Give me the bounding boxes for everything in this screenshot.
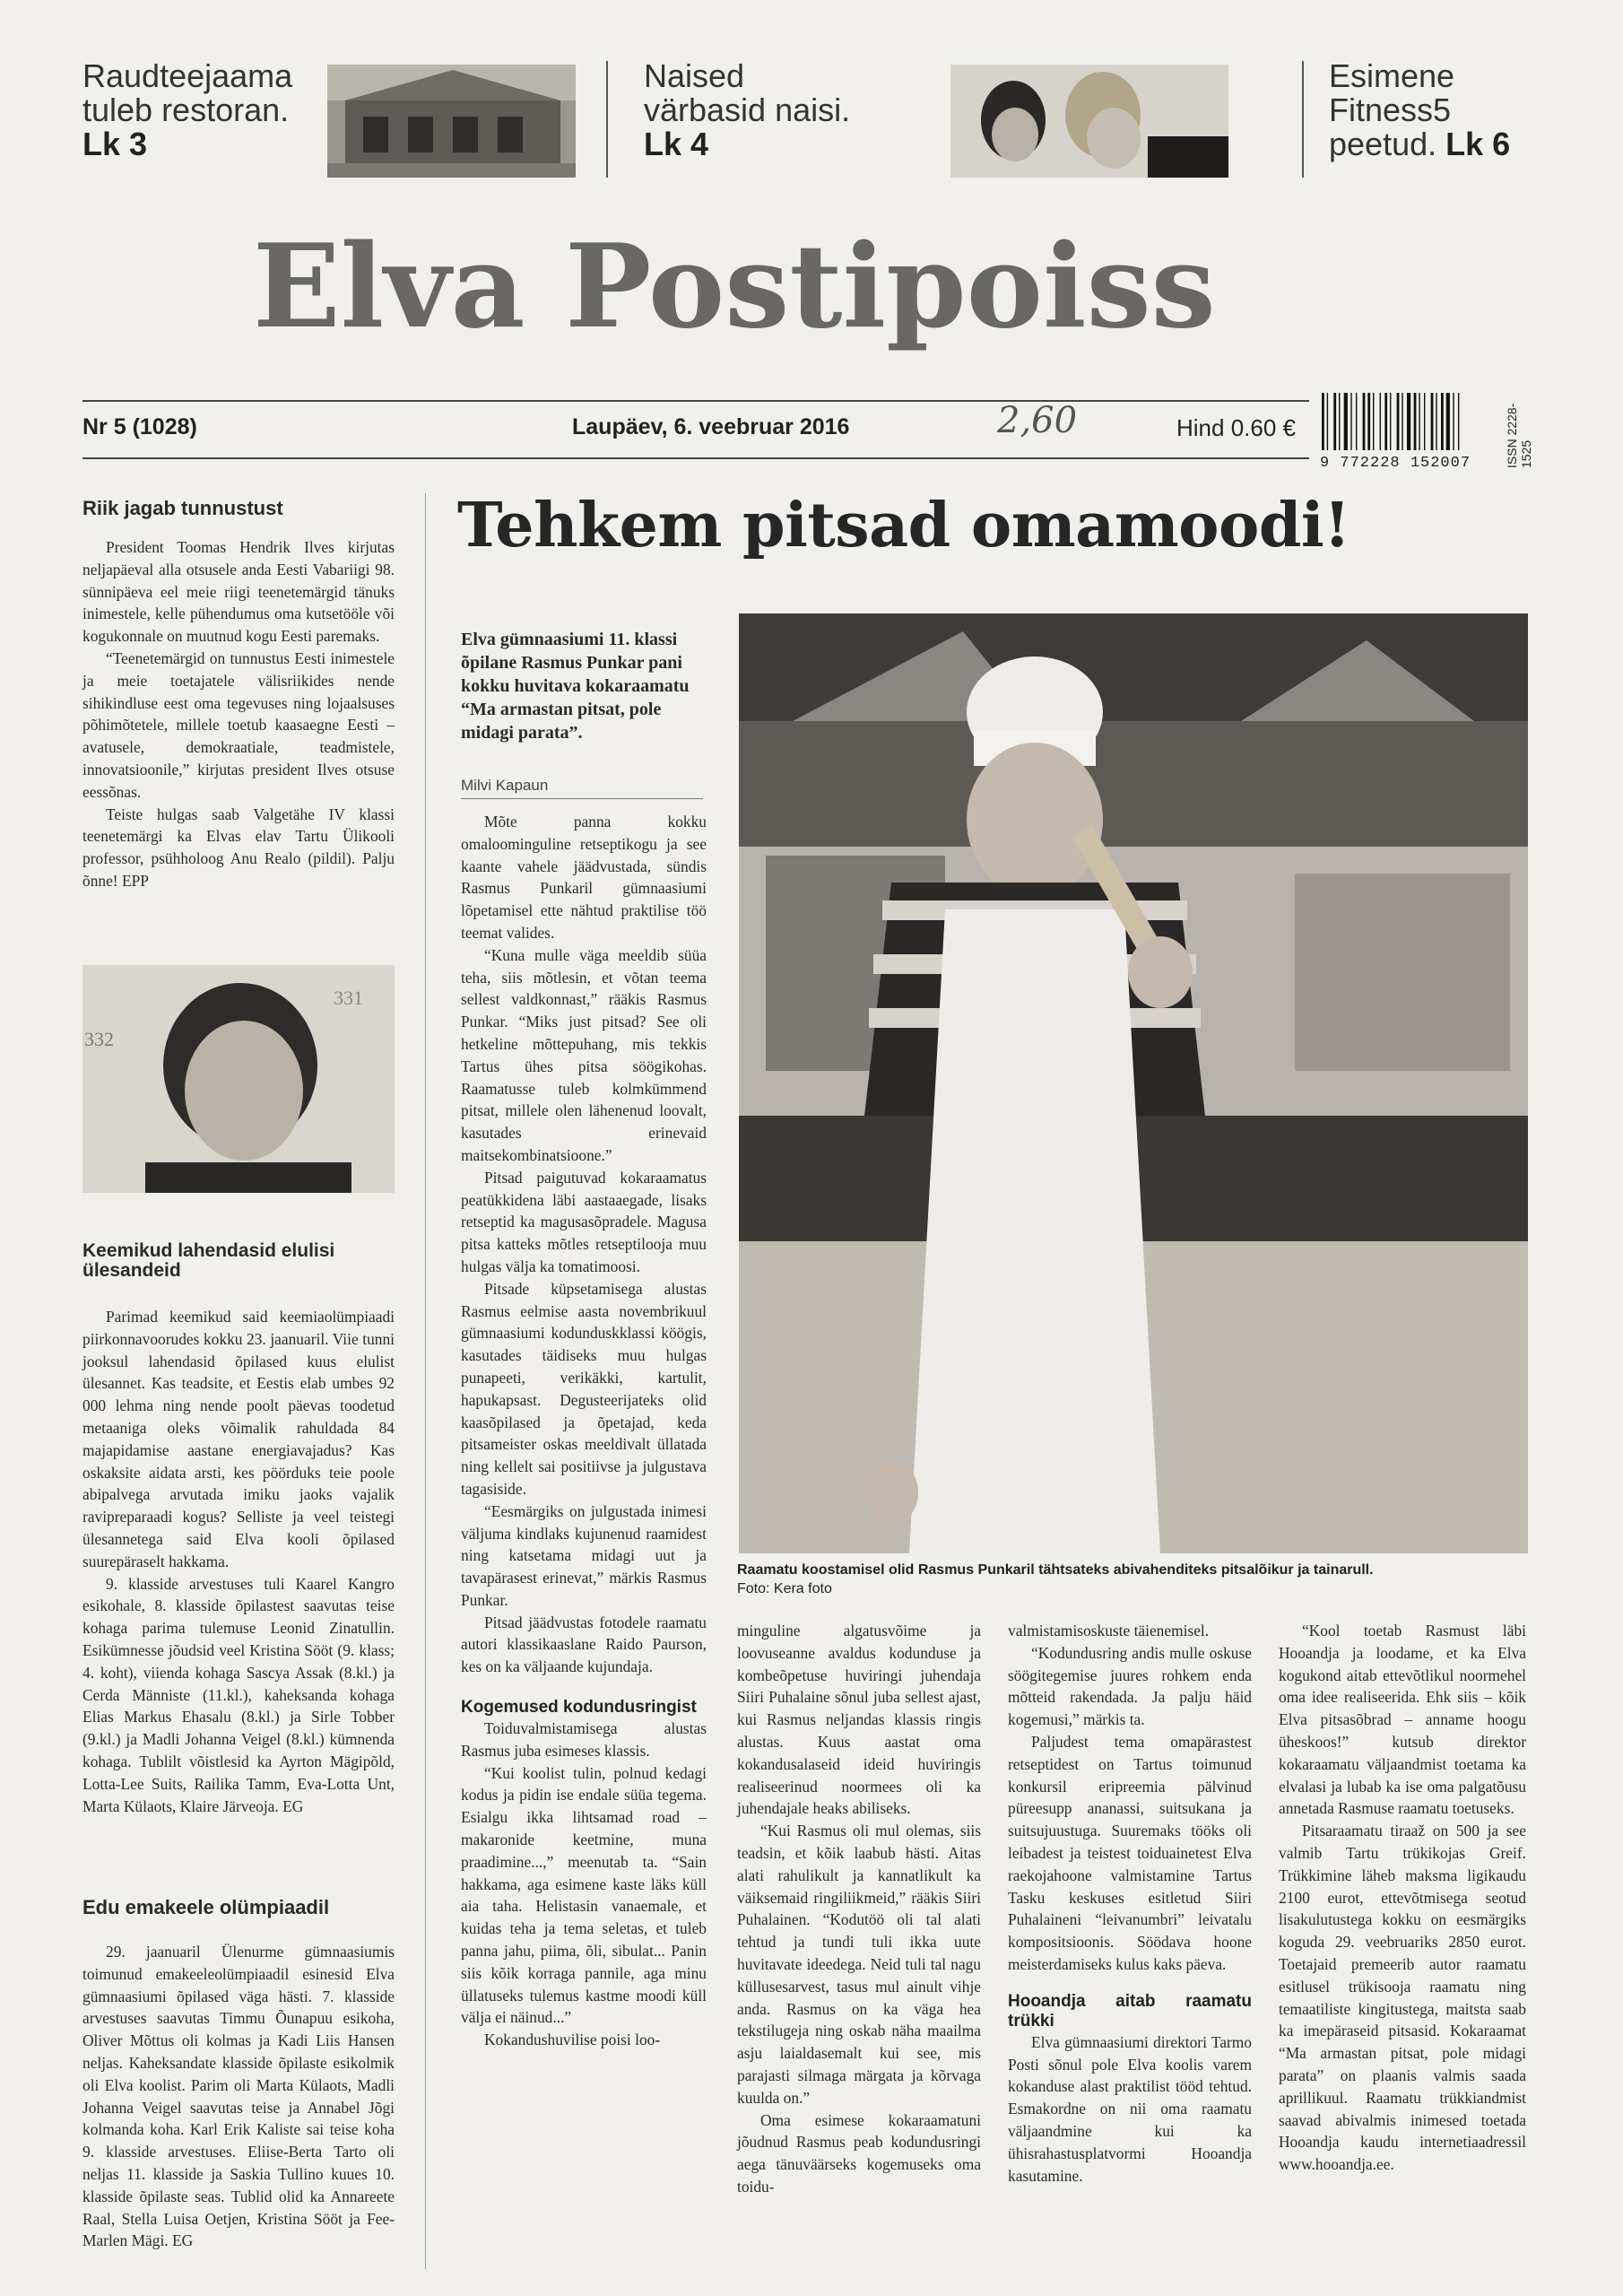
caption-text: Raamatu koostamisel olid Rasmus Punkaril tähtsateks abivahenditeks pitsalõikur ja tainarull. bbox=[737, 1562, 1374, 1578]
byline-rule bbox=[461, 798, 703, 799]
portrait-photo bbox=[82, 965, 395, 1193]
subheading-hooandja: Hooandja aitab raamatu trükki bbox=[1008, 1991, 1252, 2031]
paragraph: “Kui koolist tulin, polnud kedagi kodus ja pidin ise endale süüa tegema. Esialgu ikka lihtsamad road – makaronide keetmine, muna praadimine...,” meenutab ta. “Sain hakkama, aga esimene kaste läks küll aia taha. Helistasin vanaemale, et kuidas teha ja tema seletas, et tuleb panna jahu, piima, õli, sibulat... Panin siis kõik korraga pannile, aga minu üllatuseks tulemus kastme moodi küll välja ei näinud...” bbox=[461, 1763, 707, 2027]
paragraph: President Toomas Hendrik Ilves kirjutas neljapäeval alla otsusele anda Eesti Vabariigi 98. sünnipäeva eel meie riigi teenetemärgid tänuks inimestele, kelle pühendumus oma kutsetööle või kogukonnale on muutnud kogu Eesti paremaks. bbox=[82, 538, 395, 646]
teaser-1-photo bbox=[327, 65, 576, 178]
paragraph: Pitsad jäädvustas fotodele raamatu autori klassikaaslane Raido Paurson, kes on ka väljaande kujundaja. bbox=[461, 1613, 707, 1676]
byline: Milvi Kapaun bbox=[461, 777, 549, 794]
article-column-1 bbox=[461, 811, 707, 2051]
teaser-2-line2: värbasid naisi. bbox=[644, 91, 851, 128]
teaser-3-line2: Fitness5 bbox=[1329, 91, 1452, 128]
masthead-title: Elva Postipoiss bbox=[253, 220, 1216, 354]
barcode bbox=[1320, 393, 1499, 472]
paragraph: “Kuna mulle väga meeldib süüa teha, siis mõtlesin, et võtan teema sellest valdkonnast,” rääkis Rasmus Punkar. “Miks just pitsad? See oli hetkeline mõttepuhang, mis tekkis Tartus ühes pitsa söögikohas. Raamatusse tuleb kolmkümmend pitsat, millele olen lähenenud loovalt, kasutades erinevaid maitsekombinatsioone.” bbox=[461, 945, 707, 1164]
paragraph: “Kool toetab Rasmust läbi Hooandja ja loodame, et ka Elva kogukond aitab ettevõtlikul noormehel oma idee realiseerida. Ehk siis – kõik Elva pitsasõbrad – anname hoogu üheskoos!” kutsub direktor kokaraamatu väljaandmist toetama ka elvalasi ja lubab ka ise oma palgatõusu annetada Rasmuse raamatu toetuseks. bbox=[1279, 1622, 1526, 1818]
paragraph: “Kodundusring andis mulle oskuse söögitegemise juures rohkem enda mõtteid rakendada. Ja palju häid kogemusi,” märkis ta. bbox=[1008, 1643, 1252, 1729]
masthead-rule-bottom bbox=[82, 457, 1309, 459]
paragraph: Mõte panna kokku omaloominguline retseptikogu ja see kaante vahele jäädvustada, sündis Rasmus Punkaril gümnaasiumi lõpetamisel ette nähtud praktilise töö teemat valides. bbox=[461, 813, 707, 942]
photo-caption bbox=[737, 1561, 1535, 1598]
paragraph: Teiste hulgas saab Valgetähe IV klassi teenetemärgi ka Elvas elav Tartu Ülikooli professor, psühholoog Anu Realo (pildil). Palju õnne! EPP bbox=[82, 804, 395, 890]
main-headline: Tehkem pitsad omamoodi! bbox=[457, 490, 1350, 561]
svg-text:331: 331 bbox=[334, 987, 363, 1009]
teaser-3[interactable] bbox=[1329, 59, 1510, 161]
teaser-1[interactable] bbox=[82, 59, 292, 161]
teaser-2-photo bbox=[950, 65, 1228, 178]
teaser-3-line1: Esimene bbox=[1329, 57, 1455, 94]
masthead-rule-top bbox=[82, 400, 1309, 402]
sidebar-article-3 bbox=[82, 1941, 395, 2252]
article-column-4 bbox=[1279, 1620, 1526, 2176]
price: Hind 0.60 € bbox=[1176, 414, 1296, 441]
teaser-3-line3-wrap bbox=[1329, 127, 1510, 161]
paragraph: valmistamisoskuste täienemisel. bbox=[1008, 1622, 1210, 1639]
teaser-3-page: Lk 6 bbox=[1445, 126, 1511, 162]
paragraph: Pitsaraamatu tiraaž on 500 ja see valmib Tartu trükikojas Greif. Trükkimine läheb maksma ligikaudu 2100 eurot, ettevõtmisega seotud lisakulutustega kokku on eesmärgiks koguda 29. veebruariks 2850 eurot. Toetajaid premeerib autor raamatu esitlusel trükisooja raamatu ning temaatiliste kingitustega, maitsta saab ka imepäraseid pitsasid. Kokaraamat “Ma armastan pitsat, pole midagi parata” on plaanis valmis saada aprillikuul. Raamatu trükkiandmist saavad abivalmis inimesed toetada Hooandja kaudu internetiaadressil www.hooandja.ee. bbox=[1279, 1822, 1526, 2174]
teaser-divider-1 bbox=[606, 61, 608, 178]
subheading-kogemused: Kogemused kodundusringist bbox=[461, 1698, 697, 1718]
teaser-3-line3: peetud. bbox=[1329, 126, 1437, 162]
handwritten-price: 2,60 bbox=[997, 400, 1078, 441]
sidebar-heading-2: Keemikud lahendasid elulisi ülesandeid bbox=[82, 1240, 335, 1281]
barcode-bars bbox=[1320, 393, 1499, 450]
paragraph: Elva gümnaasiumi direktori Tarmo Posti sõnul pole Elva koolis varem kokanduse alast praktilist tööd tehtud. Esmakordne on nii oma raamatu väljaandmine kui ka ühisrahastusplatvormi Hooandja kasutamine. bbox=[1008, 2032, 1252, 2185]
paragraph: Pitsad paigutuvad kokaraamatus peatükkidena läbi aastaaegade, lisaks retseptid ka magusasõpradele. Magusa pitsa katteks mõtles retseptilooja muu hulgas välja ka tomatimoosi. bbox=[461, 1168, 707, 1275]
sidebar-article-2 bbox=[82, 1306, 395, 1817]
paragraph: “Eesmärgiks on julgustada inimesi väljuma kindlaks kujunenud raamidest ning katsetama midagi uut ja tavapärasest erinevat,” märkis Rasmus Punkar. bbox=[461, 1501, 707, 1609]
paragraph: minguline algatusvõime ja loovuseanne avaldus kodunduse ja kombeõpetuse huviringi juhendaja Siiri Puhalaine sõnul juba sellest ajast, kui Rasmus neljandas klassis ringis alustas. Kuus aastat oma kokandusalaseid ideid huviringis realiseerinud noormees oli ka juhendajale heaks abiliseks. bbox=[737, 1622, 981, 1818]
paragraph: Paljudest tema omapärastest retseptidest on Tartus toimunud konkursil eripreemia pälvinud püreesupp ananassi, suitsukana ja suitsujuustuga. Suuremaks tööks oli leibadest ja teistest toiduainetest Elva raekojahoone valmistamine Tartus Tasku keskuses esitletud Siiri Puhalaineni “leivanumbri” leivatalu kompositsioonis. Söödava hoone meisterdamiseks kulus kaks päeva. bbox=[1008, 1732, 1252, 1973]
teaser-2-line1: Naised bbox=[644, 57, 745, 94]
issue-date: Laupäev, 6. veebruar 2016 bbox=[572, 414, 850, 439]
teaser-2-page: Lk 4 bbox=[644, 126, 709, 162]
paragraph: Toiduvalmistamisega alustas Rasmus juba esimeses klassis. bbox=[461, 1719, 707, 1760]
svg-text:332: 332 bbox=[84, 1028, 114, 1050]
paragraph: Kokandushuvilise poisi loo- bbox=[484, 2031, 661, 2049]
paragraph: 9. klasside arvestuses tuli Kaarel Kangro esikohale, 8. klasside õpilastest saavutas teise kohaga parima tulemuse Leonid Zinatullin. Esikümnesse jõudsid veel Kristina Sööt (9. klass; 4. koht), viienda kohaga Sascya Assak (8.kl.) ja Cerda Männiste (11.kl.), kaheksanda kohaga Elias Markus Ehasalu (8.kl.) ja Sirle Tobber (9.kl.) ja Madli Johanna Veigel (8.kl.) kümnenda kohaga. Tublilt võistlesid ka Ayrton Mägipõld, Lotta-Lee Suits, Railika Tamm, Eva-Lotta Unt, Marta Külaots, Klaire Järveoja. EG bbox=[82, 1574, 395, 1815]
paragraph: Oma esimese kokaraamatuni jõudnud Rasmus peab kodundusringi aega tänuväärseks kogemuseks oma toidu- bbox=[737, 2110, 981, 2196]
issn: ISSN 2228-1525 bbox=[1505, 403, 1533, 468]
teaser-2[interactable] bbox=[644, 59, 850, 161]
issue-number: Nr 5 (1028) bbox=[82, 414, 197, 439]
paragraph: 29. jaanuaril Ülenurme gümnaasiumis toimunud emakeeleolümpiaadil esinesid Elva gümnaasiumi õpilased väga hästi. 7. klasside arvestuses saavutas Timmu Õunapuu esikoha, Oliver Mõttus oli kolmas ja Kadi Liis Hansen neljas. Kaheksandate klasside õpilaste esikolmik oli Elva koolist. Parim oli Marta Külaots, Madli Johanna Veigel saavutas teise ja Annabel Jõgi kolmanda koha. Karl Erik Kaliste sai teise koha 9. klasside arvestuses. Eliise-Berta Tarto oli neljas 11. klasside ja Saskia Tullino kuues 10. klasside õpilaste seas. Tublid olid ka Annareete Raal, Stella Luisa Oetjen, Kristina Sööt ja Fee-Marlen Mägi. EG bbox=[82, 1943, 395, 2250]
article-lead: Elva gümnaasiumi 11. klassi õpilane Rasmus Punkar pani kokku huvitava kokaraamatu “Ma armastan pitsat, pole midagi parata”. bbox=[461, 630, 690, 743]
teaser-1-line2: tuleb restoran. bbox=[82, 91, 290, 128]
paragraph: “Kui Rasmus oli mul olemas, siis teadsin, et kõik laabub hästi. Aitas alati rahulikult ja kannatlikult ka väiksemaid ringiliikmeid,” rääkis Siiri Puhalainen. “Kodutöö oli tal alati tehtud ja tundi tuli ikka uute huvitavate ideedega. Neid tuli tal nagu küllusesarvest, tasus mul ainult vihje anda. Rasmus on ka väga hea tekstilugeja ning oskab näha maailma asju laialdasemalt kui see, mis parajasti silmaga märgata ja kõrvaga kuulda on.” bbox=[737, 1822, 981, 2107]
sidebar-article-1 bbox=[82, 536, 395, 892]
barcode-number: 9 772228 152007 bbox=[1320, 455, 1471, 472]
teaser-1-page: Lk 3 bbox=[82, 126, 148, 162]
teaser-divider-2 bbox=[1302, 61, 1304, 178]
column-divider bbox=[425, 493, 426, 2269]
article-column-2 bbox=[737, 1620, 981, 2198]
teaser-1-line1: Raudteejaama bbox=[82, 57, 293, 94]
sidebar-heading-3: Edu emakeele olümpiaadil bbox=[82, 1896, 330, 1918]
main-photo bbox=[739, 613, 1528, 1553]
paragraph: Pitsade küpsetamisega alustas Rasmus eelmise aasta novembrikuul gümnaasiumi kodunduskklassi köögis, kasutades täidiseks muu hulgas punapeeti, verikäkki, kartulit, hapukapsast. Degusteerijateks olid kaasõpilased ja õpetajad, keda pitsameister oskas meeldivalt üllatada ning kellelt sai positiivse ja julgustava tagasiside. bbox=[461, 1279, 707, 1498]
sidebar-heading-1: Riik jagab tunnustust bbox=[82, 497, 283, 519]
paragraph: “Teenetemärgid on tunnustus Eesti inimestele ja meie toetajatele välisriikides nende sihikindluse eest oma tegevuses ning lojaalsuses põhimõtetele, millele toetub kaasaegne Eesti – avatusele, demokraatiale, teadmistele, innovatsioonile,” kirjutas president Ilves otsuse eessõnas. bbox=[82, 648, 395, 801]
article-column-3 bbox=[1008, 1620, 1252, 2187]
paragraph: Parimad keemikud said keemiaolümpiaadi piirkonnavoorudes kokku 23. jaanuaril. Viie tunni jooksul lahendasid õpilased kuus elulist ülesannet. Kas teadsite, et Eestis elab umbes 92 000 lehma ning nende poolt päevas toodetud metaaniga oleks võimalik rahuldada 84 majapidamise aastane energiavajadus? Kas oskaksite aidata arsti, kes pöörduks teie poole abipalvega arvutada imiku jaoks vajalik ravipreparaadi kogus? Selliste ja veel teistegi ülesannetega said Elva kooli õpilased suurepäraselt hakkama. bbox=[82, 1308, 395, 1570]
photo-credit: Foto: Kera foto bbox=[737, 1581, 832, 1596]
